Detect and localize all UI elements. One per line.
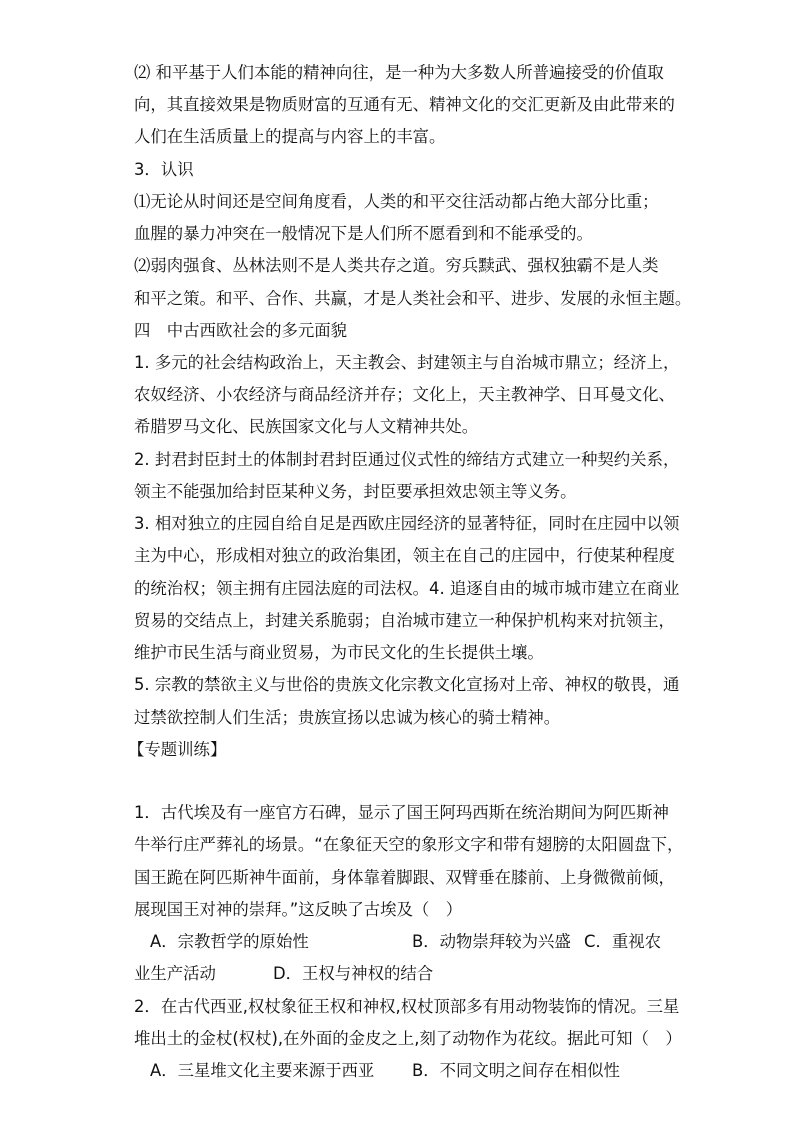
question-2-line: 2．在古代西亚,权杖象征王权和神权,权杖顶部多有用动物装饰的情况。三星 — [134, 997, 680, 1016]
question-1-options-row — [0, 963, 794, 985]
question-1-line: 牛举行庄严葬礼的场景。“在象征天空的象形文字和带有翅膀的太阳圆盘下， — [134, 835, 684, 854]
question-2-options-row — [0, 1060, 794, 1082]
text-line: ⑵ 和平基于人们本能的精神向往，是一种为大多数人所普遍接受的价值取 — [134, 63, 664, 82]
text-line: 2. 封君封臣封土的体制封君封臣通过仪式性的缔结方式建立一种契约关系， — [134, 450, 680, 469]
question-1-line: 1．古代埃及有一座官方石碑，显示了国王阿玛西斯在统治期间为阿匹斯神 — [134, 803, 669, 822]
q2-option-b[interactable]: B．不同文明之间存在相似性 — [412, 1061, 620, 1080]
q2-option-a[interactable]: A．三星堆文化主要来源于西亚 — [150, 1061, 375, 1080]
text-line: 过禁欲控制人们生活；贵族宣扬以忠诚为核心的骑士精神。 — [134, 708, 561, 727]
text-line: 3. 相对独立的庄园自给自足是西欧庄园经济的显著特征，同时在庄园中以领 — [134, 514, 680, 533]
text-line: 农奴经济、小农经济与商品经济并存；文化上，天主教神学、日耳曼文化、 — [134, 385, 675, 404]
text-line: 人们在生活质量上的提高与内容上的丰富。 — [134, 127, 446, 146]
question-2-line: 堆出土的金杖(权杖),在外面的金皮之上,刻了动物作为花纹。据此可知（ ） — [134, 1029, 682, 1048]
q1-option-a[interactable]: A．宗教哲学的原始性 — [150, 932, 309, 951]
text-line: 希腊罗马文化、民族国家文化与人文精神共处。 — [134, 417, 479, 436]
section-heading: 【专题训练】 — [128, 740, 227, 759]
text-line: 贸易的交结点上，封建关系脆弱；自治城市建立一种保护机构来对抗领主， — [134, 611, 675, 630]
question-1-line: 展现国王对神的崇拜。”这反映了古埃及（ ） — [134, 900, 463, 919]
text-line: 5. 宗教的禁欲主义与世俗的贵族文化宗教文化宣扬对上帝、神权的敬畏，通 — [134, 675, 680, 694]
text-line: ⑵弱肉强食、丛林法则不是人类共存之道。穷兵黩武、强权独霸不是人类 — [134, 256, 659, 275]
text-line: 维护市民生活与商业贸易，为市民文化的生长提供土壤。 — [134, 643, 544, 662]
q1-option-d[interactable]: D．王权与神权的结合 — [273, 964, 434, 983]
text-line: 血腥的暴力冲突在一般情况下是人们所不愿看到和不能承受的。 — [134, 224, 593, 243]
text-line: 向，其直接效果是物质财富的互通有无、精神文化的交汇更新及由此带来的 — [134, 95, 675, 114]
text-line: 1. 多元的社会结构政治上，天主教会、封建领主与自治城市鼎立；经济上， — [134, 353, 680, 372]
q1-option-b[interactable]: B．动物崇拜较为兴盛 — [412, 932, 571, 951]
q1-option-c-continued: 业生产活动 — [134, 964, 216, 983]
text-line: 主为中心，形成相对独立的政治集团，领主在自己的庄园中，行使某种程度 — [134, 546, 675, 565]
section-heading: 四 中古西欧社会的多元面貌 — [134, 321, 348, 340]
text-line: ⑴无论从时间还是空间角度看，人类的和平交往活动都占绝大部分比重； — [134, 192, 659, 211]
question-1-options-row — [0, 931, 794, 953]
text-line: 的统治权；领主拥有庄园法庭的司法权。4. 追逐自由的城市城市建立在商业 — [134, 579, 680, 598]
text-line: 和平之策。和平、合作、共赢，才是人类社会和平、进步、发展的永恒主题。 — [134, 289, 692, 308]
question-1-line: 国王跪在阿匹斯神牛面前，身体靠着脚跟、双臂垂在膝前、上身微微前倾， — [134, 868, 675, 887]
text-line: 领主不能强加给封臣某种义务，封臣要承担效忠领主等义务。 — [134, 482, 577, 501]
section-heading: 3．认识 — [134, 160, 194, 179]
q1-option-c[interactable]: C．重视农 — [584, 932, 662, 951]
